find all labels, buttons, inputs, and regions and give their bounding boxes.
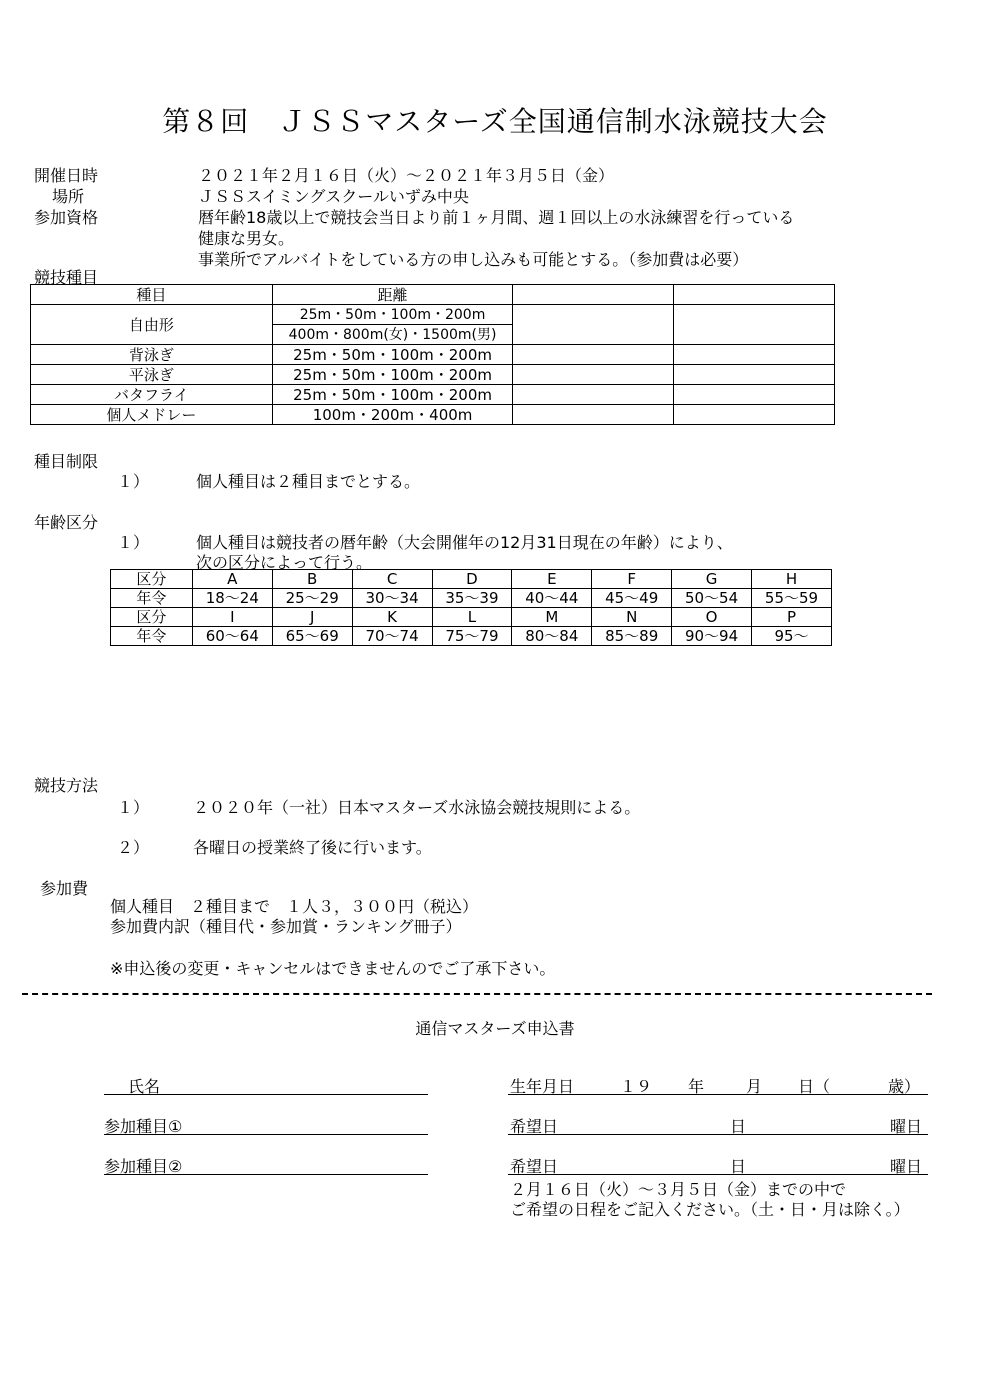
weekday-label: 曜日 <box>890 1157 923 1176</box>
schedule-note-1: ２月１６日（火）～３月５日（金）までの中で <box>510 1180 847 1199</box>
distance-header: 距離 <box>272 285 513 305</box>
blank-cell <box>674 285 835 305</box>
class-cell: A <box>192 570 272 589</box>
distance-cell: 25m・50m・100m・200m <box>272 365 513 385</box>
class-cell: H <box>752 570 832 589</box>
table-row <box>111 608 832 627</box>
class-cell: E <box>512 570 592 589</box>
age-heading: 年齢区分 <box>34 513 99 532</box>
event-cell: 自由形 <box>31 305 273 345</box>
method-text-1: ２０２０年（一社）日本マスターズ水泳協会競技規則による。 <box>193 798 641 817</box>
name-label: 氏名 <box>128 1077 161 1096</box>
table-row <box>111 570 832 589</box>
table-row <box>31 365 835 385</box>
table-row <box>111 589 832 608</box>
table-row <box>111 627 832 646</box>
blank-cell <box>674 365 835 385</box>
wish-date-label: 希望日 <box>510 1117 559 1136</box>
age-cell: 80～84 <box>512 627 592 646</box>
event-cell: 平泳ぎ <box>31 365 273 385</box>
age-number: １） <box>117 533 150 552</box>
age-cell: 55～59 <box>752 589 832 608</box>
age-cell: 50～54 <box>672 589 752 608</box>
day-label: 日（ <box>798 1077 831 1096</box>
class-cell: K <box>352 608 432 627</box>
wish-day-label: 日 <box>730 1157 747 1176</box>
age-cell: 75～79 <box>432 627 512 646</box>
blank-cell <box>513 385 674 405</box>
distance-cell: 400m・800m(女)・1500m(男) <box>272 325 513 345</box>
event-cell: 個人メドレー <box>31 405 273 425</box>
age-cell: 95～ <box>752 627 832 646</box>
wish-date-1-field[interactable] <box>508 1114 928 1135</box>
place-label: 場所 <box>52 187 85 206</box>
class-cell: C <box>352 570 432 589</box>
table-row <box>31 345 835 365</box>
distance-cell: 25m・50m・100m・200m <box>272 385 513 405</box>
fee-line-2: 参加費内訳（種目代・参加賞・ランキング冊子） <box>110 917 462 936</box>
age-cell: 65～69 <box>272 627 352 646</box>
fee-line-1: 個人種目 ２種目まで １人３，３００円（税込） <box>110 897 479 916</box>
class-cell: D <box>432 570 512 589</box>
blank-cell <box>513 345 674 365</box>
event-1-field[interactable] <box>104 1114 428 1135</box>
limit-heading: 種目制限 <box>34 452 99 471</box>
form-heading: 通信マスターズ申込書 <box>415 1019 575 1038</box>
limit-text: 個人種目は２種目までとする。 <box>196 472 421 491</box>
cut-line-divider <box>22 993 932 995</box>
age-cell: 85～89 <box>592 627 672 646</box>
qualification-label: 参加資格 <box>34 208 99 227</box>
class-cell: P <box>752 608 832 627</box>
age-cell: 25～29 <box>272 589 352 608</box>
blank-cell <box>513 365 674 385</box>
age-row-label: 年令 <box>111 589 193 608</box>
class-row-label: 区分 <box>111 570 193 589</box>
event-2-field[interactable] <box>104 1154 428 1175</box>
birthdate-field[interactable] <box>508 1074 928 1095</box>
table-row <box>31 305 835 325</box>
age-cell: 70～74 <box>352 627 432 646</box>
wish-day-label: 日 <box>730 1117 747 1136</box>
blank-cell <box>513 405 674 425</box>
table-row <box>31 285 835 305</box>
method-heading: 競技方法 <box>34 776 99 795</box>
blank-cell <box>674 385 835 405</box>
qualification-line-3: 事業所でアルバイトをしている方の申し込みも可能とする。（参加費は必要） <box>198 250 749 269</box>
table-row <box>31 385 835 405</box>
events-table <box>30 284 835 425</box>
distance-cell: 25m・50m・100m・200m <box>272 305 513 325</box>
birth-century: １９ <box>620 1077 653 1096</box>
table-row <box>31 405 835 425</box>
age-unit-label: 歳） <box>888 1077 921 1096</box>
wish-date-2-field[interactable] <box>508 1154 928 1175</box>
name-field[interactable] <box>104 1074 428 1095</box>
weekday-label: 曜日 <box>890 1117 923 1136</box>
age-cell: 40～44 <box>512 589 592 608</box>
place-value: ＪＳＳスイミングスクールいずみ中央 <box>198 187 469 206</box>
month-label: 月 <box>746 1077 763 1096</box>
age-row-label: 年令 <box>111 627 193 646</box>
blank-cell <box>674 405 835 425</box>
distance-cell: 25m・50m・100m・200m <box>272 345 513 365</box>
blank-cell <box>513 305 674 345</box>
class-cell: G <box>672 570 752 589</box>
birthdate-label: 生年月日 <box>510 1077 575 1096</box>
fee-note: ※申込後の変更・キャンセルはできませんのでご了承下さい。 <box>110 959 556 978</box>
wish-date-label: 希望日 <box>510 1157 559 1176</box>
age-cell: 35～39 <box>432 589 512 608</box>
distance-cell: 100m・200m・400m <box>272 405 513 425</box>
blank-cell <box>674 345 835 365</box>
class-cell: O <box>672 608 752 627</box>
blank-cell <box>513 285 674 305</box>
age-class-table <box>110 569 832 646</box>
age-cell: 45～49 <box>592 589 672 608</box>
fee-heading: 参加費 <box>40 879 89 898</box>
event-cell: バタフライ <box>31 385 273 405</box>
age-cell: 60～64 <box>192 627 272 646</box>
event-2-label: 参加種目② <box>104 1157 183 1176</box>
method-number-2: ２） <box>117 838 150 857</box>
event-1-label: 参加種目① <box>104 1117 183 1136</box>
age-cell: 30～34 <box>352 589 432 608</box>
date-label: 開催日時 <box>34 166 99 185</box>
age-line-2: 次の区分によって行う。 <box>196 553 373 572</box>
age-cell: 90～94 <box>672 627 752 646</box>
event-header: 種目 <box>31 285 273 305</box>
class-cell: N <box>592 608 672 627</box>
page-title: 第８回 ＪＳＳマスターズ全国通信制水泳競技大会 <box>162 105 828 138</box>
year-label: 年 <box>688 1077 705 1096</box>
limit-number: １） <box>117 472 150 491</box>
schedule-note-2: ご希望の日程をご記入ください。（土・日・月は除く。） <box>510 1200 910 1219</box>
method-text-2: 各曜日の授業終了後に行います。 <box>193 838 432 857</box>
class-cell: I <box>192 608 272 627</box>
class-cell: L <box>432 608 512 627</box>
class-cell: F <box>592 570 672 589</box>
class-cell: J <box>272 608 352 627</box>
class-cell: M <box>512 608 592 627</box>
event-cell: 背泳ぎ <box>31 345 273 365</box>
events-heading: 競技種目 <box>34 268 99 287</box>
class-cell: B <box>272 570 352 589</box>
date-value: ２０２１年２月１６日（火）～２０２１年３月５日（金） <box>198 166 615 185</box>
class-row-label: 区分 <box>111 608 193 627</box>
qualification-line-1: 暦年齢18歳以上で競技会当日より前１ヶ月間、週１回以上の水泳練習を行っている <box>198 208 795 227</box>
blank-cell <box>674 305 835 345</box>
age-line-1: 個人種目は競技者の暦年齢（大会開催年の12月31日現在の年齢）により、 <box>196 533 733 552</box>
qualification-line-2: 健康な男女。 <box>198 229 295 248</box>
age-cell: 18～24 <box>192 589 272 608</box>
method-number-1: １） <box>117 798 150 817</box>
